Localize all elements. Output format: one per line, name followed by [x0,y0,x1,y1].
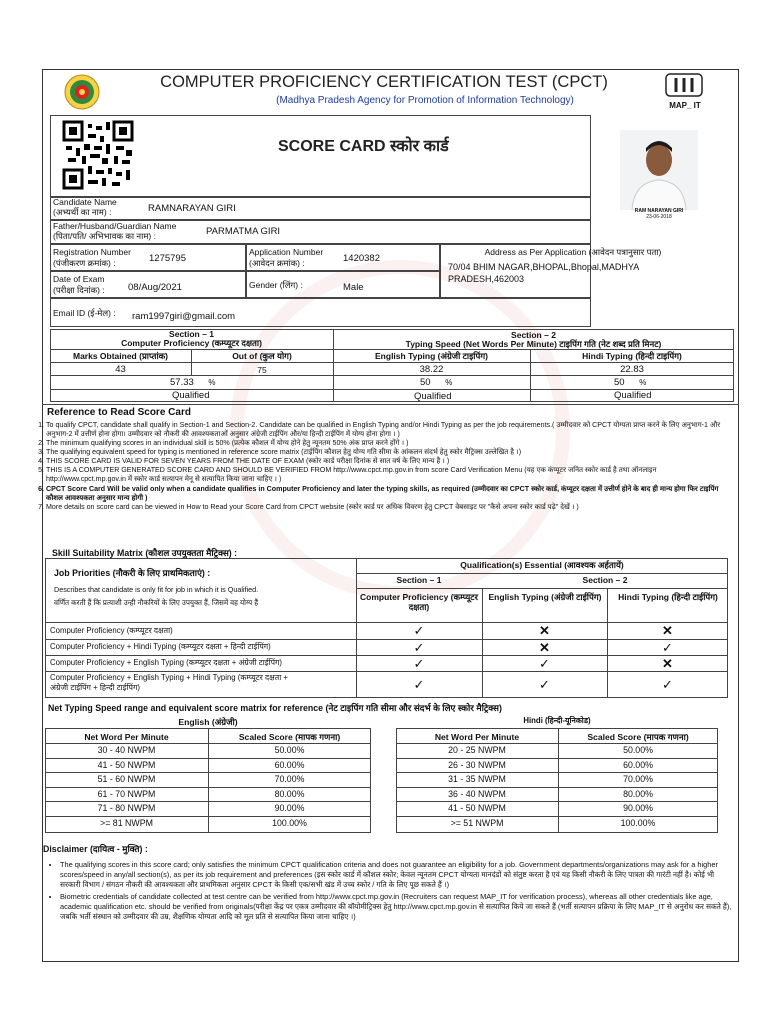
exam-date-label-hi: (परीक्षा दिनांक) : [53,285,105,295]
score-card-title: SCORE CARD स्कोर कार्ड [278,138,449,155]
english-row-divider [45,801,371,802]
hindi-row-divider [396,758,718,759]
job-priorities-title: Job Priorities (नौकरी के लिए प्राथमिकताएं) : [54,568,211,578]
english-col-nwpm: Net Word Per Minute [84,732,169,742]
application-label-hi: (आवेदन क्रमांक) : [249,258,305,268]
hindi-nwpm-cell: 41 - 50 NWPM [448,803,506,813]
section1-percent-sign: % [208,378,216,387]
english-row-divider [45,787,371,788]
english-nwpm-cell: 61 - 70 NWPM [97,788,156,799]
disclaimer-item: • Biometric credentials of candidate collected at test centre can be verified from http://www.cpct.mp.gov.in (Recruiters can request MAP_IT for verification process), whereas all other credentials like age, academic qualification etc. should be verified from originals(परीक्षा केंद्र पर एकत्र उम्मीदवार की बॉयोमीट्रिक्स हेतु http://www.cpct.mp.gov.in से सत्यापित किये जा सकते हैं (भर्ती सत्यापन प्रक्रिया के लिए MAP_IT से अनुरोध कर सकते हैं), जबकि भर्ती संस्थान को उम्मीदवार की उम्र, शैक्षणिक योग्यता आदि को मूल प्रति से सत्यापित किया जाना चाहिए ।) [60,892,734,922]
father-name-label: Father/Husband/Guardian Name [53,221,177,231]
check-icon: ✓ [539,677,550,692]
hindi-row-divider [396,801,718,802]
english-score-cell: 80.00% [274,788,305,799]
reference-item: 3. The qualifying equivalent speed for typing is mentioned in reference score matrix (टाईपिंग कौशल हेतु योग्य गति सीमा के आंकलन संदर्भ हेतु स्कोर मैट्रिक्स उल्लेखित है ।) [46,448,737,457]
hindi-row-divider [396,816,718,817]
section1-result: Qualified [172,390,210,401]
hindi-percent-sign: % [639,378,647,387]
english-nwpm-cell: 51 - 60 NWPM [97,774,156,784]
skill-divider-h4 [45,639,728,640]
exam-date-label: Date of Exam [53,274,105,284]
english-speed: 38.22 [419,364,444,375]
email-label: Email ID (ई-मेल) : [53,308,116,318]
job-priorities-desc: Describes that candidate is only fit for job in which it is Qualified. [54,585,259,594]
skill-col-hindi: Hindi Typing (हिन्दी टाईपिंग) [618,592,718,602]
job-priorities-desc-hi: वर्णित करती हैं कि प्रत्याशी उन्ही नौकरियों के लिए उपयुक्त हैं, जिसमें वह योग्य हैं [54,598,259,607]
outof-header: Out of (कुल योग) [232,351,292,361]
english-percent [420,377,452,388]
exam-date: 08/Aug/2021 [128,282,182,293]
photo-caption-name: RAM NARAYAN GIRI [634,208,684,214]
cross-icon: ✕ [539,640,550,655]
qr-code [62,120,134,190]
page-title: COMPUTER PROFICIENCY CERTIFICATION TEST (CPCT) [160,73,608,91]
check-icon: ✓ [539,656,550,671]
skill-row-job: Computer Proficiency + Hindi Typing (कम्प्यूटर दक्षता + हिन्दी टाईपिंग) [50,642,271,651]
english-nwpm-cell: 30 - 40 NWPM [97,745,156,755]
english-percent-value: 50 [420,377,431,388]
map-it-logo [664,72,704,100]
english-matrix-title: English (अंग्रेजी) [178,717,238,727]
section1-percent [170,377,216,388]
address-value: 70/04 BHIM NAGAR,BHOPAL,Bhopal,MADHYA PRADESH,462003 [448,262,639,285]
hindi-score-cell: 60.00% [623,759,653,770]
section2-subtitle: Typing Speed (Net Words Per Minute) टाइपिंग गति (नेट शब्द प्रति मिनट) [405,339,662,349]
hindi-score-cell: 80.00% [623,788,653,799]
english-score-cell: 50.00% [274,745,305,755]
english-score-cell: 60.00% [274,759,305,770]
typing-matrix-title: Net Typing Speed range and equivalent score matrix for reference (नेट टाइपिंग गति सीमा और संदर्भ के लिए स्कोर मैट्रिक्स) [48,703,502,713]
hindi-nwpm-cell: 36 - 40 NWPM [448,788,506,799]
english-row-divider [45,743,371,744]
reference-item: 4. THIS SCORE CARD IS VALID FOR SEVEN YEARS FROM THE DATE OF EXAM (स्कोर कार्ड परीक्षा दिनांक से सात वर्ष के लिए मान्य है । ) [46,457,737,466]
map-it-label: MAP_ IT [669,101,701,110]
skill-divider-h1 [356,573,728,574]
registration-number: 1275795 [149,253,186,264]
check-icon: ✓ [662,677,673,692]
check-icon: ✓ [413,640,425,655]
section1-percent-value: 57.33 [170,377,194,388]
hindi-matrix-title: Hindi (हिन्दी-यूनिकोड) [523,716,591,725]
english-row-divider [45,758,371,759]
skill-divider-h3 [45,622,728,623]
english-typing-header: English Typing (अंग्रेजी टाइपिंग) [375,351,488,361]
hindi-nwpm-cell: 31 - 35 NWPM [448,774,506,784]
english-row-divider [45,772,371,773]
section1-subtitle: Computer Proficiency (कम्प्यूटर दक्षता) [121,338,262,348]
section1-title: Section – 1 [169,329,214,339]
english-nwpm-cell: 71 - 80 NWPM [97,803,156,813]
reference-item: 5. THIS IS A COMPUTER GENERATED SCORE CARD AND SHOULD BE VERIFIED FROM http://www.cpct.mp.gov.in from score Card Verification Menu (यह एक कंप्यूटर जनित स्कोर कार्ड है तथा ऑनलाइन http://www.cpct.mp.gov.in में स्कोर कार्ड सत्यापन मेनू से सत्यापित किया जाना चाहिए । ) [46,466,737,484]
application-label: Application Number [249,247,324,257]
marks-header: Marks Obtained (प्राप्तांक) [72,351,169,361]
skill-row-job: Computer Proficiency + English Typing + Hindi Typing (कम्प्यूटर दक्षता + अंग्रेजी टाईपिंग + हिन्दी टाईपिंग) [50,673,288,693]
page-subtitle: (Madhya Pradesh Agency for Promotion of Information Technology) [276,95,574,106]
skill-col-computer: Computer Proficiency (कम्प्यूटर दक्षता) [360,592,479,612]
candidate-photo [620,130,698,210]
scores-divider-h2 [50,362,734,363]
reference-list [32,421,737,512]
gender-value: Male [343,282,364,293]
reference-item: 2. The minimum qualifying scores in an individual skill is 50% (प्रत्येक कौशल में योग्य होने हेतु न्यूनतम 50% अंक प्राप्त करने होंगे । ) [46,439,737,448]
disclaimer-title: Disclaimer (दायित्व - मुक्ति) : [43,844,148,854]
cross-icon: ✕ [539,623,550,638]
marks-out-of: 75 [257,365,267,375]
hindi-score-cell: 70.00% [623,774,653,784]
skill-divider-h2 [356,588,728,589]
reference-item: 1. To qualify CPCT, candidate shall qualify in Section-1 and Section-2. Candidate can be qualified in English Typing and/or Hindi Typing as per the job requirements.( उम्मीदवार को CPCT योग्यता प्राप्त करने के लिए अनुभाग-1 और अनुभाग-2 में उत्तीर्ण होना होगा। उम्मीदवार को नौकरी की आवश्यकताओं अनुसार अंग्रेजी टाईपिंग और/या हिन्दी टाईपिंग में योग्य होना होगा । ) [46,421,737,439]
cross-icon: ✕ [662,656,673,671]
reference-title: Reference to Read Score Card [47,407,191,418]
email-value: ram1997giri@gmail.com [132,311,236,322]
scores-divider-h3 [50,375,734,376]
address-label: Address as Per Application (आवेदन पत्रानुसार पता) [484,247,662,257]
english-nwpm-cell: 41 - 50 NWPM [97,759,156,770]
gender-label: Gender (लिंग) : [249,280,303,290]
english-nwpm-cell: >= 81 NWPM [100,817,153,828]
hindi-row-divider [396,787,718,788]
hindi-col-score: Scaled Score (मापक गणना) [587,732,689,742]
english-percent-sign: % [445,378,453,387]
hindi-row-divider [396,743,718,744]
father-name: PARMATMA GIRI [206,226,281,237]
hindi-result: Qualified [614,390,652,401]
candidate-name-label: Candidate Name [53,197,117,207]
mp-emblem-logo [64,74,100,110]
section2-title: Section – 2 [511,330,556,340]
hindi-speed: 22.83 [620,364,644,375]
reference-item: 7. More details on score card can be viewed in How to Read your Score Card from CPCT website (स्कोर कार्ड पर अधिक विवरण हेतु CPCT वेबसाइट पर "कैसे अपना स्कोर कार्ड पढ़े" देखें । ) [46,503,737,512]
check-icon: ✓ [413,623,425,638]
qualification-header: Qualification(s) Essential (आवश्यक अर्हतायें) [460,560,624,570]
name-row [50,197,591,220]
hindi-row-divider [396,772,718,773]
english-score-cell: 70.00% [274,774,305,784]
photo-caption-date: 23-06-2018 [646,214,672,220]
check-icon: ✓ [413,656,425,671]
skill-divider-h6 [45,671,728,672]
hindi-percent [614,377,646,388]
skill-row-job: Computer Proficiency + English Typing (कम्प्यूटर दक्षता + अंग्रेजी टाईपिंग) [50,658,282,667]
father-name-label-hi: (पिता/पति/ अभिभावक का नाम) : [53,231,156,241]
hindi-nwpm-cell: 20 - 25 NWPM [448,745,506,755]
hindi-score-cell: 50.00% [623,745,653,755]
candidate-name: RAMNARAYAN GIRI [148,203,236,214]
skill-col-english: English Typing (अंग्रेजी टाईपिंग) [488,592,602,602]
marks-obtained: 43 [115,364,126,375]
check-icon: ✓ [413,677,425,692]
hindi-typing-header: Hindi Typing (हिन्दी टाइपिंग) [582,351,682,361]
hindi-col-nwpm: Net Word Per Minute [434,732,520,742]
skill-section1-header: Section – 1 [396,575,442,585]
check-icon: ✓ [662,640,673,655]
skill-section2-header: Section – 2 [582,575,628,585]
reference-item: 6. CPCT Score Card Will be valid only when a candidate qualifies in Computer Proficiency and later the typing skills, as required (उम्मीदवार का CPCT स्कोर कार्ड, कंप्यूटर दक्षता में उत्तीर्ण होने के बाद ही मान्य होगा फिर टाइपिंग कौशल आवश्यकता अनुसार मान्य होगी ) [46,485,737,503]
cross-icon: ✕ [662,623,673,638]
english-result: Qualified [414,391,452,402]
skill-matrix-title: Skill Suitability Matrix (कौशल उपयुक्तता मैट्रिक्स) : [52,548,238,558]
candidate-name-label-hi: (अभ्यर्थी का नाम) : [53,207,112,217]
english-score-cell: 90.00% [274,803,305,813]
skill-row-job: Computer Proficiency (कम्प्यूटर दक्षता) [50,626,173,635]
skill-divider-h5 [45,655,728,656]
application-number: 1420382 [343,253,380,264]
hindi-nwpm-cell: 26 - 30 NWPM [448,759,506,770]
hindi-nwpm-cell: >= 51 NWPM [450,817,504,828]
english-row-divider [45,816,371,817]
registration-label: Registration Number [53,247,131,257]
hindi-percent-value: 50 [614,377,625,388]
registration-label-hi: (पंजीकरण क्रमांक) : [53,258,116,268]
disclaimer-item: • The qualifying scores in this score card; only satisfies the minimum CPCT qualification criteria and does not guarantee an eligibility for a job. Government departments/organizations may ask for a higher scores/speed in any/all section(s), as per its job requirement and preferences (इस स्कोर कार्ड में कौशल स्कोर; केवल न्यूनतम CPCT योग्यता मानदंडों को संतुष्ट करता है एवं यह किसी नौकरी के लिए पात्रता की गारंटी नहीं है। कोई भी सरकारी विभाग / संगठन नौकरी की आवश्यकता और प्राथमिकता अनुसार CPCT के किसी एक/सभी खंड में उच्च स्कोर / गति के लिए पूछ सकते हैं ।) [60,860,734,890]
hindi-score-cell: 90.00% [623,803,653,813]
hindi-score-cell: 100.00% [620,817,656,828]
english-score-cell: 100.00% [272,817,307,828]
english-col-score: Scaled Score (मापक गणना) [238,732,341,742]
disclaimer-list [46,860,734,924]
